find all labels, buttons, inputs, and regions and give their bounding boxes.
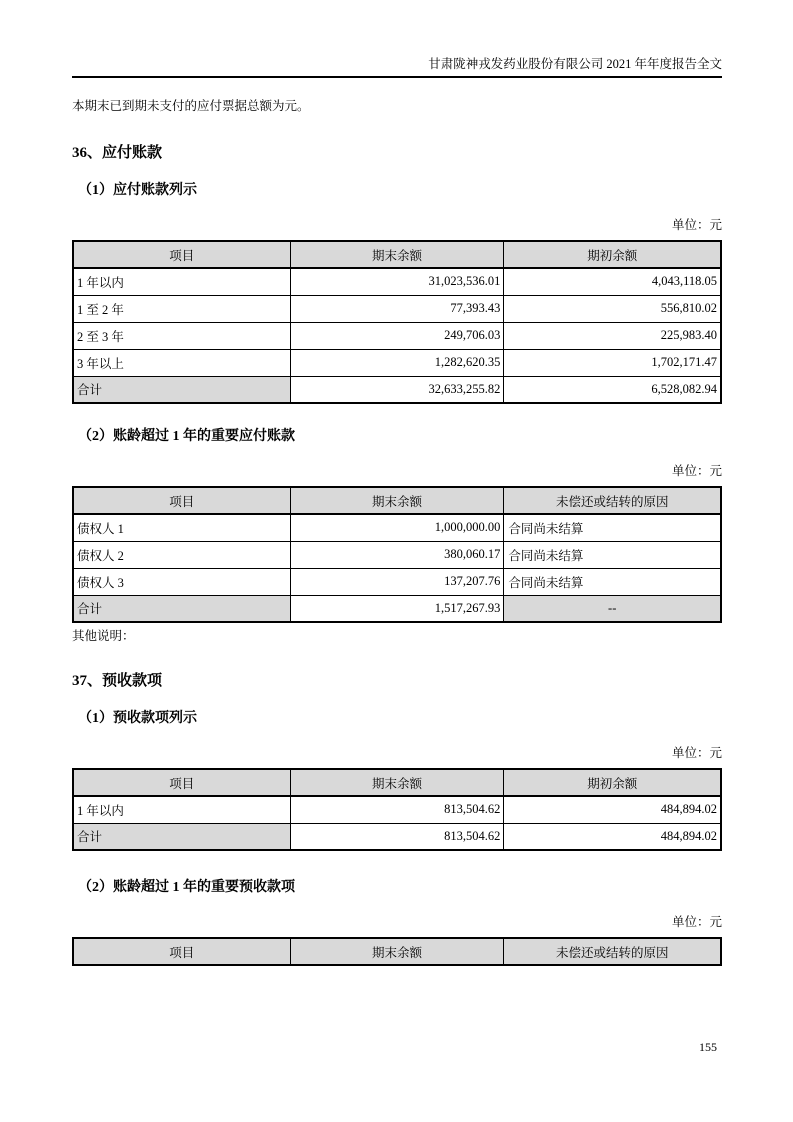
- cell-closing-balance: 1,282,620.35: [290, 349, 504, 376]
- section-37-1-title: （1）预收款项列示: [78, 711, 197, 726]
- cell-total-closing-balance: 32,633,255.82: [290, 376, 504, 403]
- col-header-item: 项目: [73, 938, 290, 965]
- col-header-opening-balance: 期初余额: [504, 241, 721, 268]
- col-header-item: 项目: [73, 769, 290, 796]
- cell-reason: 合同尚未结算: [504, 568, 721, 595]
- cell-item: 1 年以内: [73, 796, 290, 823]
- page-content: [72, 0, 722, 966]
- cell-total-opening-balance: 6,528,082.94: [504, 376, 721, 403]
- table-row: [73, 268, 721, 295]
- table-header-row: [73, 487, 721, 514]
- cell-closing-balance: 380,060.17: [290, 541, 504, 568]
- cell-total-closing-balance: 813,504.62: [290, 823, 504, 850]
- cell-item: 2 至 3 年: [73, 322, 290, 349]
- cell-creditor: 债权人 3: [73, 568, 290, 595]
- col-header-reason: 未偿还或结转的原因: [504, 938, 721, 965]
- col-header-closing-balance: 期末余额: [290, 938, 504, 965]
- cell-total-reason: --: [504, 595, 721, 622]
- col-header-closing-balance: 期末余额: [290, 769, 504, 796]
- unit-label: 单位：元: [671, 915, 722, 929]
- unit-label: 单位：元: [671, 218, 722, 232]
- cell-closing-balance: 249,706.03: [290, 322, 504, 349]
- cell-reason: 合同尚未结算: [504, 514, 721, 541]
- table-header-row: [73, 241, 721, 268]
- cell-total-closing-balance: 1,517,267.93: [290, 595, 504, 622]
- cell-total-label: 合计: [73, 595, 290, 622]
- cell-opening-balance: 4,043,118.05: [504, 268, 721, 295]
- cell-item: 1 年以内: [73, 268, 290, 295]
- unit-label: 单位：元: [671, 746, 722, 760]
- section-36-2-title: （2）账龄超过 1 年的重要应付账款: [78, 429, 295, 444]
- table-row: [73, 322, 721, 349]
- advances-over-1-year-table: [72, 937, 722, 966]
- report-title: 甘肃陇神戎发药业股份有限公司 2021 年年度报告全文: [428, 57, 722, 71]
- accounts-payable-aging-table: [72, 240, 722, 404]
- table-total-row: [73, 376, 721, 403]
- section-37-title: 37、预收款项: [72, 673, 163, 689]
- col-header-closing-balance: 期末余额: [290, 487, 504, 514]
- cell-creditor: 债权人 1: [73, 514, 290, 541]
- page-number: 155: [699, 1040, 717, 1054]
- col-header-item: 项目: [73, 487, 290, 514]
- cell-total-label: 合计: [73, 823, 290, 850]
- section-36-1-title: （1）应付账款列示: [78, 183, 197, 198]
- cell-closing-balance: 1,000,000.00: [290, 514, 504, 541]
- advances-received-table: [72, 768, 722, 851]
- cell-opening-balance: 1,702,171.47: [504, 349, 721, 376]
- page-header: [72, 0, 722, 78]
- table-total-row: [73, 823, 721, 850]
- table-row: [73, 796, 721, 823]
- table-total-row: [73, 595, 721, 622]
- col-header-closing-balance: 期末余额: [290, 241, 504, 268]
- table-row: [73, 514, 721, 541]
- col-header-reason: 未偿还或结转的原因: [504, 487, 721, 514]
- unit-label: 单位：元: [671, 464, 722, 478]
- section-37-2-title: （2）账龄超过 1 年的重要预收款项: [78, 880, 295, 895]
- intro-text: 本期末已到期未支付的应付票据总额为元。: [72, 99, 310, 113]
- cell-item: 1 至 2 年: [73, 295, 290, 322]
- col-header-opening-balance: 期初余额: [504, 769, 721, 796]
- cell-total-opening-balance: 484,894.02: [504, 823, 721, 850]
- table-header-row: [73, 938, 721, 965]
- col-header-item: 项目: [73, 241, 290, 268]
- table-row: [73, 568, 721, 595]
- cell-closing-balance: 77,393.43: [290, 295, 504, 322]
- cell-opening-balance: 484,894.02: [504, 796, 721, 823]
- table-row: [73, 541, 721, 568]
- accounts-payable-over-1-year-table: [72, 486, 722, 623]
- table-row: [73, 349, 721, 376]
- cell-opening-balance: 225,983.40: [504, 322, 721, 349]
- other-notes-label: 其他说明：: [72, 629, 135, 643]
- cell-closing-balance: 31,023,536.01: [290, 268, 504, 295]
- table-row: [73, 295, 721, 322]
- cell-opening-balance: 556,810.02: [504, 295, 721, 322]
- cell-reason: 合同尚未结算: [504, 541, 721, 568]
- cell-closing-balance: 137,207.76: [290, 568, 504, 595]
- table-header-row: [73, 769, 721, 796]
- cell-creditor: 债权人 2: [73, 541, 290, 568]
- cell-item: 3 年以上: [73, 349, 290, 376]
- cell-total-label: 合计: [73, 376, 290, 403]
- cell-closing-balance: 813,504.62: [290, 796, 504, 823]
- section-36-title: 36、应付账款: [72, 145, 163, 161]
